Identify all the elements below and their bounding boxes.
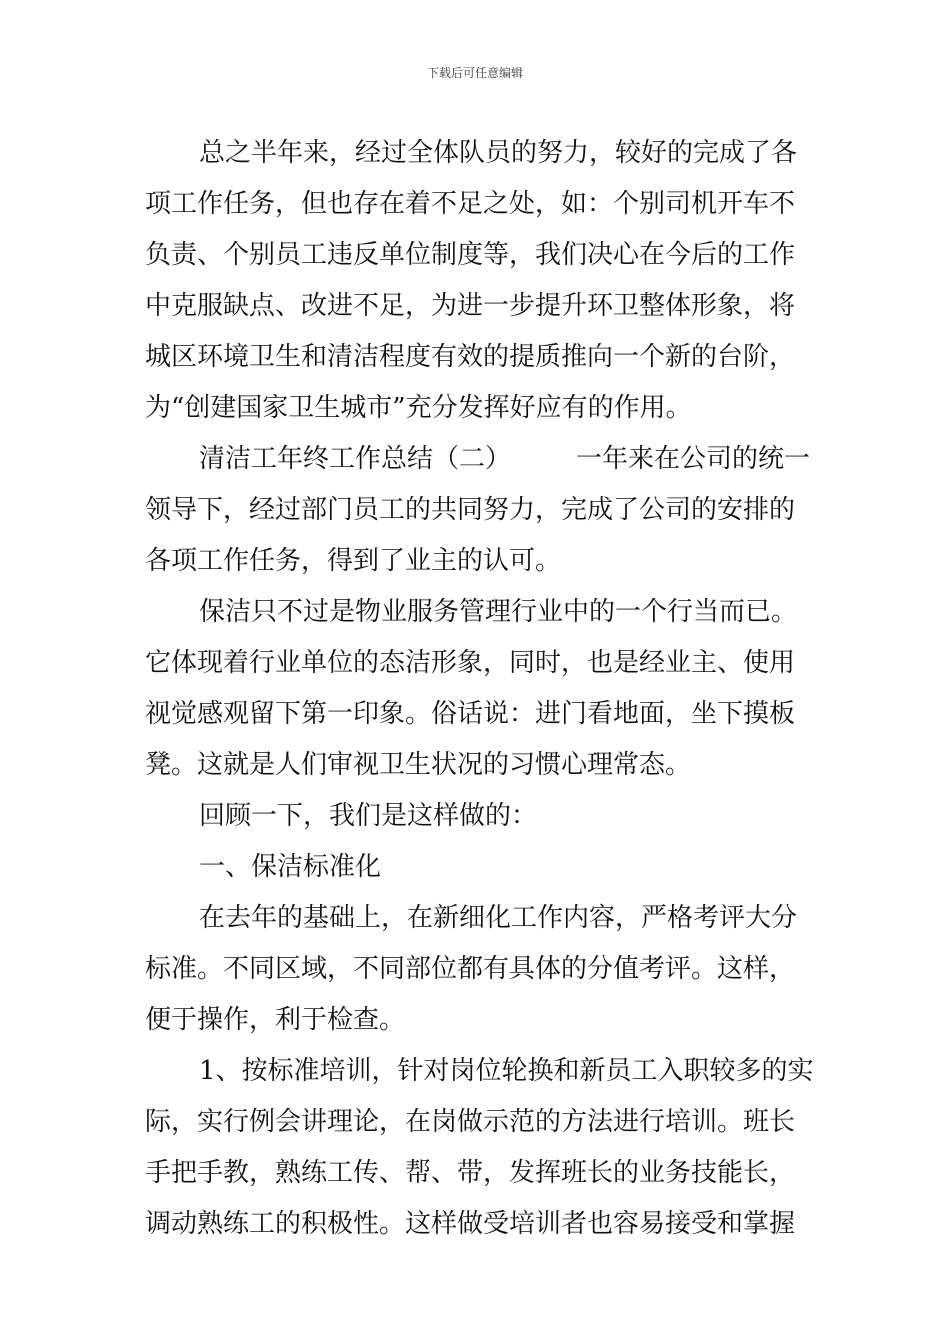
- section-heading: 一、保洁标准化: [199, 852, 382, 882]
- text-line: 它体现着行业单位的态洁形象，同时，也是经业主、使用: [145, 648, 796, 678]
- text-line: 保洁只不过是物业服务管理行业中的一个行当而已。: [199, 597, 798, 627]
- text-line: 凳。这就是人们审视卫生状况的习惯心理常态。: [145, 750, 692, 780]
- text-line: 际，实行例会讲理论，在岗做示范的方法进行培训。班长: [145, 1107, 796, 1137]
- text-line: 负责、个别员工违反单位制度等，我们决心在今后的工作: [145, 240, 796, 270]
- text-line: 标准。不同区域，不同部位都有具体的分值考评。这样，: [145, 954, 796, 984]
- text-line: 领导下，经过部门员工的共同努力，完成了公司的安排的: [145, 495, 796, 525]
- text-line: 清洁工年终工作总结（二） 一年来在公司的统一: [199, 444, 811, 474]
- text-line: 总之半年来，经过全体队员的努力，较好的完成了各: [199, 138, 798, 168]
- text-line: 城区环境卫生和清洁程度有效的提质推向一个新的台阶，: [145, 342, 796, 372]
- text-line: 手把手教，熟练工传、帮、带，发挥班长的业务技能长，: [145, 1158, 796, 1188]
- text-line: 便于操作，利于检查。: [145, 1005, 406, 1035]
- text-line: 为“创建国家卫生城市”充分发挥好应有的作用。: [145, 393, 692, 423]
- text-line: 回顾一下，我们是这样做的：: [199, 801, 538, 831]
- text-line: 1、按标准培训，针对岗位轮换和新员工入职较多的实: [199, 1056, 814, 1086]
- text-line: 中克服缺点、改进不足，为进一步提升环卫整体形象，将: [145, 291, 796, 321]
- text-line: 各项工作任务，得到了业主的认可。: [145, 546, 562, 576]
- text-line: 项工作任务，但也存在着不足之处，如：个别司机开车不: [145, 189, 796, 219]
- text-line: 在去年的基础上，在新细化工作内容，严格考评大分: [199, 903, 798, 933]
- page-header: 下载后可任意编辑: [426, 66, 523, 80]
- text-line: 调动熟练工的积极性。这样做受培训者也容易接受和掌握: [145, 1209, 796, 1239]
- document-body: [145, 128, 814, 1250]
- text-line: 视觉感观留下第一印象。俗话说：进门看地面，坐下摸板: [145, 699, 796, 729]
